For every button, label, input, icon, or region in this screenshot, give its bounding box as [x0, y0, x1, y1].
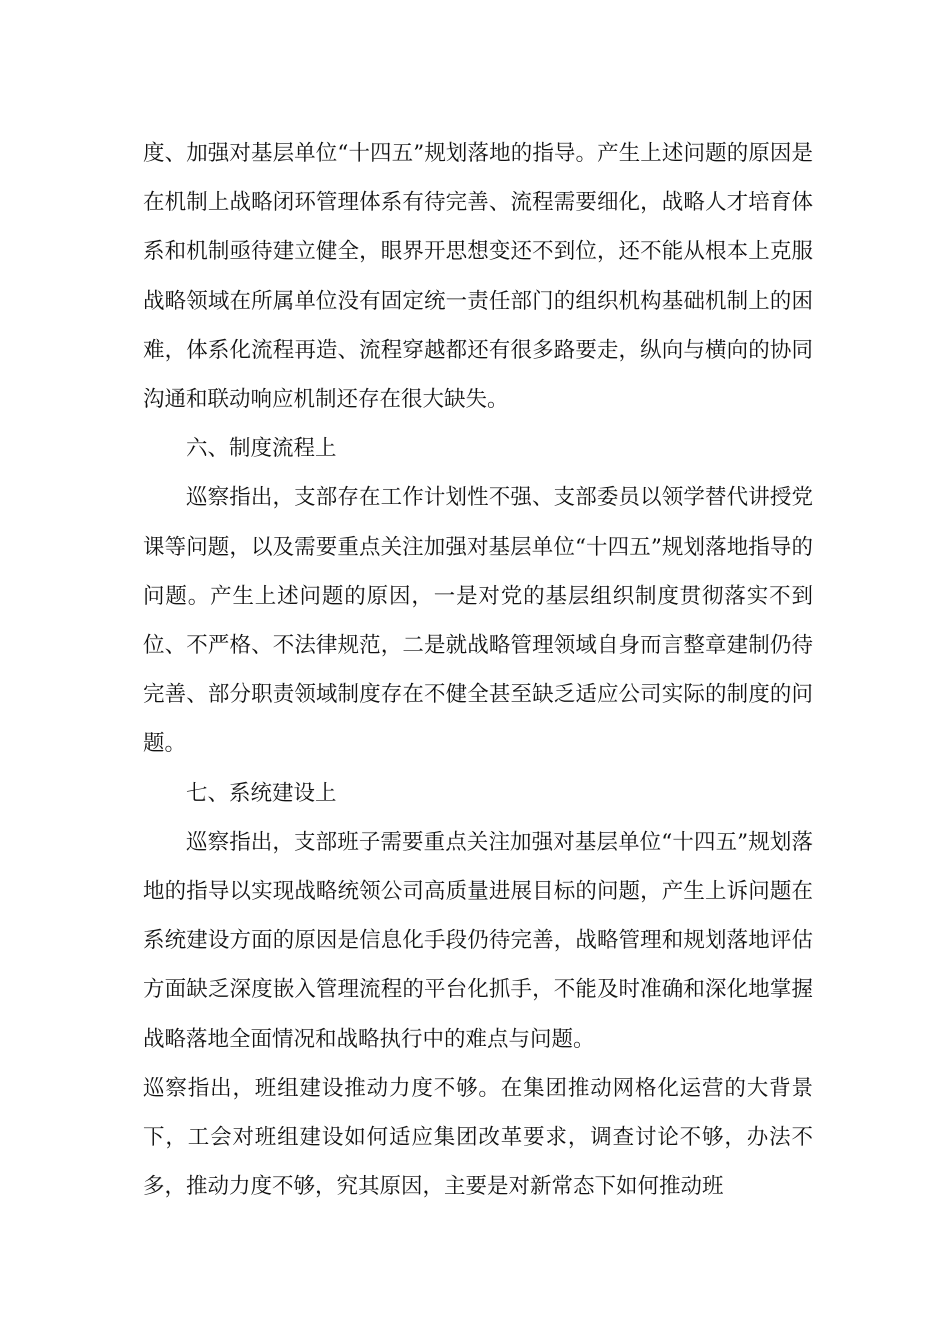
section-heading-seven: 七、系统建设上 [186, 780, 337, 806]
paragraph-section-seven: 巡察指出，支部班子需要重点关注加强对基层单位“十四五”规划落地的指导以实现战略统领公司高质量进展目标的问题，产生上诉问题在系统建设方面的原因是信息化手段仍待完善，战略管理和规划落地评估方面缺乏深度嵌入管理流程的平台化抓手，不能及时准确和深化地掌握战略落地全面情况和战略执行中的难点与问题。 [143, 829, 813, 1052]
document-body [143, 129, 813, 1211]
paragraph-section-six: 巡察指出，支部存在工作计划性不强、支部委员以领学替代讲授党课等问题，以及需要重点关注加强对基层单位“十四五”规划落地指导的问题。产生上述问题的原因，一是对党的基层组织制度贯彻落实不到位、不严格、不法律规范，二是就战略管理领域自身而言整章建制仍待完善、部分职责领域制度存在不健全甚至缺乏适应公司实际的制度的问题。 [143, 485, 813, 757]
paragraph-continuation: 度、加强对基层单位“十四五”规划落地的指导。产生上述问题的原因是在机制上战略闭环管理体系有待完善、流程需要细化，战略人才培育体系和机制亟待建立健全，眼界开思想变还不到位，还不能从根本上克服战略领域在所属单位没有固定统一责任部门的组织机构基础机制上的困难，体系化流程再造、流程穿越都还有很多路要走，纵向与横向的协同沟通和联动响应机制还存在很大缺失。 [143, 141, 813, 413]
paragraph-team-building: 巡察指出，班组建设推动力度不够。在集团推动网格化运营的大背景下，工会对班组建设如何适应集团改革要求，调查讨论不够，办法不多，推动力度不够，究其原因，主要是对新常态下如何推动班 [143, 1075, 813, 1200]
section-heading-six: 六、制度流程上 [186, 436, 337, 462]
